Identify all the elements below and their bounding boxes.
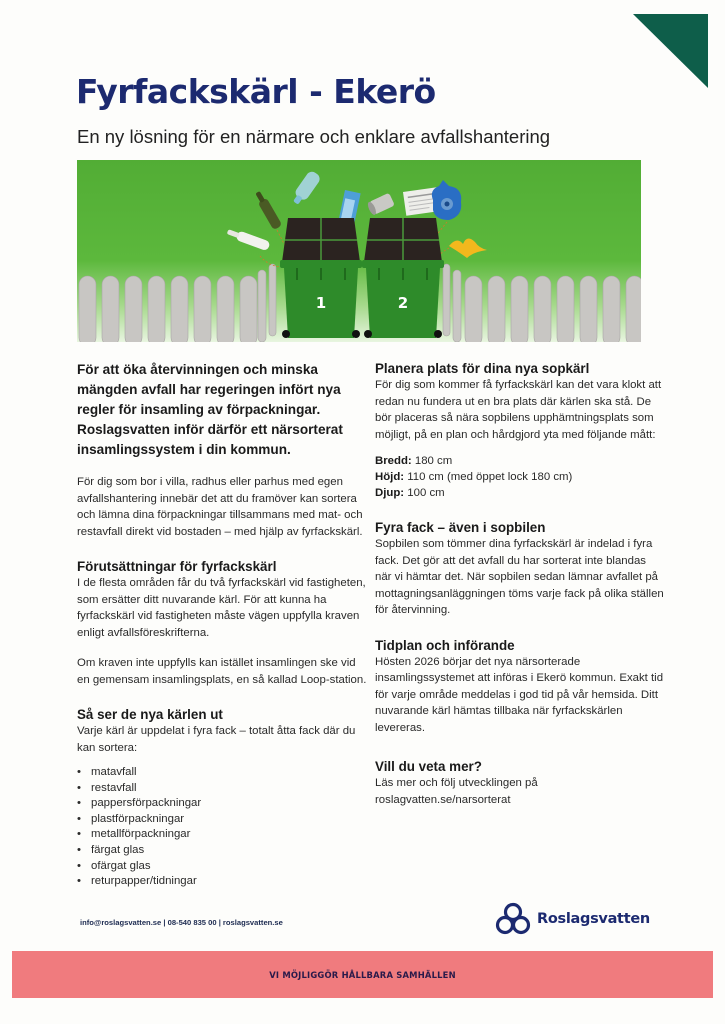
page-title: Fyrfackskärl - Ekerö	[76, 72, 436, 111]
dimension-depth	[375, 485, 665, 501]
roslagsvatten-logo-icon	[495, 902, 531, 936]
fence-picket	[194, 276, 211, 342]
bins-heading: Så ser de nya kärlen ut	[77, 707, 223, 722]
timeline-paragraph: Hösten 2026 börjar det nya närsorterade insamlingssystemet att införas i Ekerö kommun. Exakt tid för varje område meddelas i god tid på vår hemsida. Ditt nuvarande kärl hämtas tillbaka när fyrfackskärlen levereras.	[375, 655, 664, 734]
truck-paragraph: Sopbilen som tömmer dina fyrfackskärl är indelad i fyra fack. Det gör att det avfall du har sorterat inte blandas när vi hämtar det. När sopbilen sedan lämnar avfallet på mottagningsanläggningen töms varje fack på olika ställen för återvinning.	[375, 538, 664, 616]
fence-picket	[557, 276, 574, 342]
dimension-label: Djup:	[375, 487, 405, 499]
prereq-paragraph-1: I de flesta områden får du två fyrfackskärl vid fastigheten, som ersätter ditt nuvarande kärl. För att kunna ha fyrfackskärl vid fastigheten måste vägen uppfylla kraven enligt avfallsföreskrifterna.	[77, 577, 366, 639]
plan-paragraph: För dig som kommer få fyrfackskärl kan det vara klokt att redan nu fundera ut en bra plats där kärlen ska stå. De bör placeras så nära sopbilens upphämtningsplats som möjligt, på en plan och hårdgjord yta med följande mått:	[375, 379, 662, 441]
more-info-link[interactable]: roslagvatten.se/narsorterat	[375, 793, 511, 806]
fence-picket	[171, 276, 188, 342]
roslagsvatten-logo	[495, 902, 650, 936]
waste-bin-2	[362, 218, 444, 338]
prereq-heading: Förutsättningar för fyrfackskärl	[77, 559, 277, 574]
waste-fractions-list	[77, 765, 367, 890]
fence-picket	[443, 264, 450, 336]
tagline-band	[12, 951, 713, 998]
page-subtitle: En ny lösning för en närmare och enklare avfallshantering	[77, 126, 551, 147]
corner-triangle-decoration	[633, 14, 708, 88]
fence-picket	[534, 276, 551, 342]
dimension-label: Höjd:	[375, 471, 405, 483]
list-item: • plastförpackningar	[77, 812, 367, 828]
dimension-value: 100 cm	[404, 487, 445, 499]
list-item: • matavfall	[77, 765, 367, 781]
fence-picket	[488, 276, 505, 342]
intro-paragraph: För dig som bor i villa, radhus eller parhus med egen avfallshantering innebär det att du framöver kan sortera och lämna dina förpackningar tillsammans med mat- och restavfall direkt vid bostaden – med hjälp av fyrfackskärl.	[77, 476, 363, 538]
dimension-value: 110 cm (med öppet lock 180 cm)	[404, 471, 573, 483]
list-item: • färgat glas	[77, 843, 367, 859]
bins-paragraph: Varje kärl är uppdelat i fyra fack – totalt åtta fack där du kan sortera:	[77, 725, 356, 754]
list-item: • ofärgat glas	[77, 859, 367, 875]
lead-paragraph: För att öka återvinningen och minska mängden avfall har regeringen infört nya regler för insamling av förpackningar. Roslagsvatten inför därför ett närsorterat insamlingssystem i din kommun.	[77, 362, 343, 457]
left-column	[77, 360, 367, 890]
fence-picket	[217, 276, 234, 342]
fence-picket	[125, 276, 142, 342]
waste-bin-1	[280, 218, 362, 338]
more-info-heading: Vill du veta mer?	[375, 759, 482, 774]
fence-picket	[626, 276, 641, 342]
bin-number: 2	[397, 294, 409, 312]
fence-picket	[240, 276, 257, 342]
plan-heading: Planera plats för dina nya sopkärl	[375, 361, 590, 376]
fence-picket	[258, 270, 266, 342]
tagline: VI MÖJLIGGÖR HÅLLBARA SAMHÄLLEN	[269, 969, 456, 980]
bins-illustration	[77, 160, 641, 342]
right-column	[375, 360, 665, 808]
fence-picket	[102, 276, 119, 342]
prereq-paragraph-2: Om kraven inte uppfylls kan istället insamlingen ske vid en gemensam insamlingsplats, en så kallad Loop-station.	[77, 657, 367, 686]
fence-picket	[511, 276, 528, 342]
dimension-width	[375, 453, 665, 469]
list-item: • returpapper/tidningar	[77, 874, 367, 890]
list-item: • metallförpackningar	[77, 827, 367, 843]
truck-heading: Fyra fack – även i sopbilen	[375, 520, 546, 535]
fence-picket	[269, 264, 276, 336]
timeline-heading: Tidplan och införande	[375, 637, 515, 653]
bin-number: 1	[315, 294, 327, 312]
list-item: • pappersförpackningar	[77, 796, 367, 812]
dimensions-list	[375, 453, 665, 501]
more-info-text: Läs mer och följ utvecklingen på	[375, 777, 538, 789]
fence-picket	[465, 276, 482, 342]
dimension-label: Bredd:	[375, 455, 412, 467]
fence-picket	[603, 276, 620, 342]
list-item: • restavfall	[77, 781, 367, 797]
dimension-value: 180 cm	[411, 455, 453, 467]
fence-picket	[453, 270, 461, 342]
fence-picket	[79, 276, 96, 342]
fence-picket	[580, 276, 597, 342]
fence-picket	[148, 276, 165, 342]
footer-contact: info@roslagsvatten.se | 08-540 835 00 | roslagsvatten.se	[80, 918, 283, 927]
logo-text: Roslagsvatten	[537, 911, 650, 927]
dimension-height	[375, 469, 665, 485]
